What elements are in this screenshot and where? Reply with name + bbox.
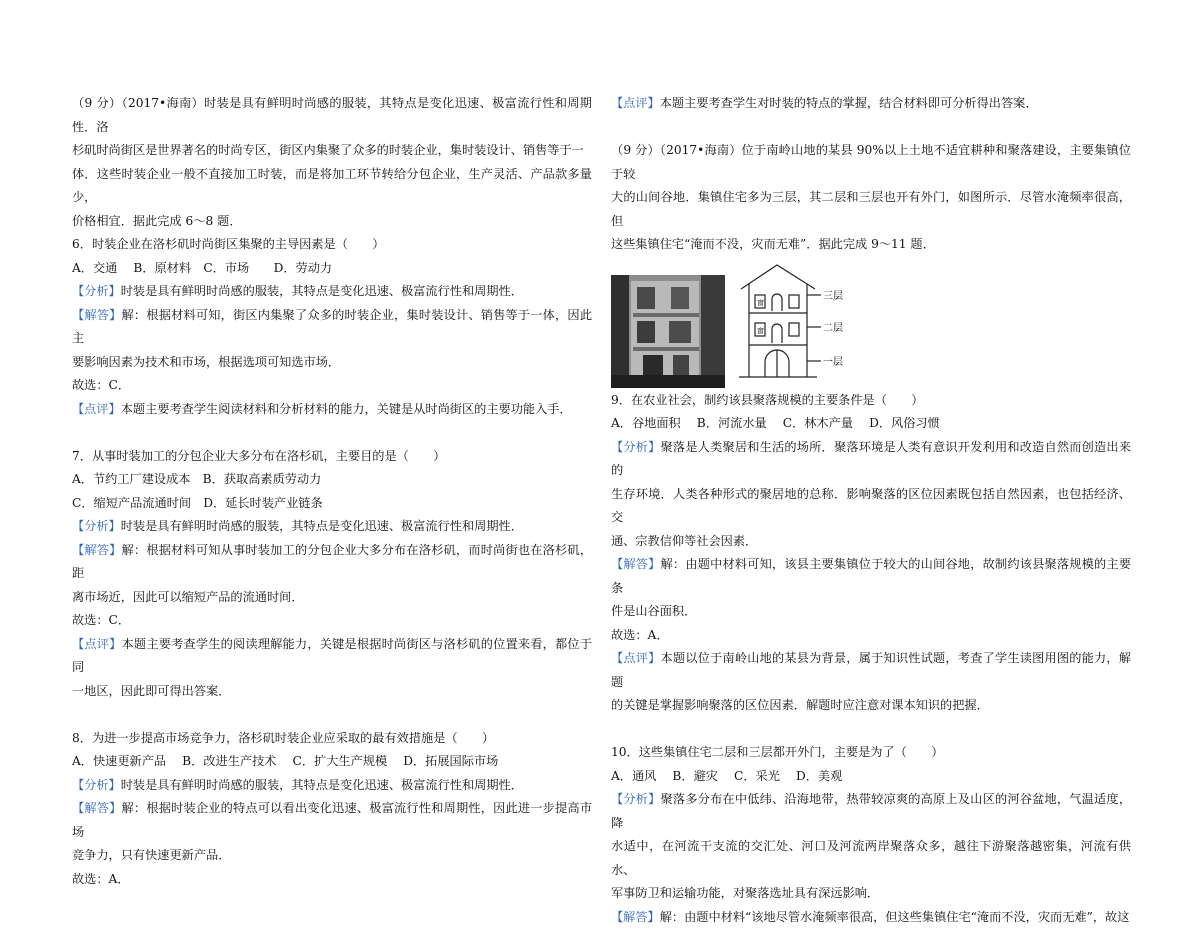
question-8-stem: 8．为进一步提高市场竞争力，洛杉矶时装企业应采取的最有效措施是（ ） [72,727,592,751]
question-6-options: A．交通 B．原材料 C．市场 D．劳动力 [72,257,592,281]
passage-intro-line: 体．这些时装企业一般不直接加工时装，而是将加工环节转给分包企业，生产灵活、产品款多量少， [72,163,592,210]
solution-text: 解：根据时装企业的特点可以看出变化迅速、极富流行性和周期性，因此进一步提高市场 [72,801,592,839]
analysis-text: 时装是具有鲜明时尚感的服装，其特点是变化迅速、极富流行性和周期性． [121,284,523,298]
question-7-answer: 故选：C． [72,609,592,633]
comment-text: 的关键是掌握影响聚落的区位因素．解题时应注意对课本知识的把握． [611,694,1131,718]
solution-tag: 【解答】 [72,543,122,557]
comment-text: 本题主要考查学生阅读材料和分析材料的能力，关键是从时尚街区的主要功能入手． [121,402,572,416]
question-10-solution [611,906,1131,929]
question-10-stem: 10．这些集镇住宅二层和三层都开外门，主要是为了（ ） [611,741,1131,765]
question-7-stem: 7．从事时装加工的分包企业大多分布在洛杉矶，主要目的是（ ） [72,445,592,469]
question-9-options: A．谷地面积 B．河流水量 C．林木产量 D．风俗习惯 [611,412,1131,436]
solution-text: 件是山谷面积． [611,600,1131,624]
question-9-comment [611,647,1131,694]
analysis-text: 通、宗教信仰等社会因素． [611,530,1131,554]
floor-2-label: 二层 [823,322,843,334]
question-6-stem: 6．时装企业在洛杉矶时尚街区集聚的主导因素是（ ） [72,233,592,257]
solution-text: 离市场近，因此可以缩短产品的流通时间． [72,586,592,610]
floor-3-label: 三层 [823,290,843,302]
question-8-analysis [72,774,592,798]
comment-tag: 【点评】 [611,96,660,110]
house-photo [611,275,725,388]
passage-intro-line: 这些集镇住宅“淹而不没，灾而无难”．据此完成 9～11 题． [611,233,1131,257]
window-label: 窗 [757,326,764,335]
solution-tag: 【解答】 [611,557,661,571]
analysis-tag: 【分析】 [72,284,121,298]
question-6-solution [72,304,592,351]
solution-tag: 【解答】 [611,910,660,924]
left-column [72,92,592,891]
question-7-options: A．节约工厂建设成本 B．获取高素质劳动力 [72,468,592,492]
comment-text: 一地区，因此即可得出答案． [72,680,592,704]
question-8-options: A．快速更新产品 B．改进生产技术 C．扩大生产规模 D．拓展国际市场 [72,750,592,774]
question-8-comment [611,92,1131,116]
question-7-comment [72,633,592,680]
passage-intro-line: 大的山间谷地．集镇住宅多为三层，其二层和三层也开有外门，如图所示．尽管水淹频率很高，但 [611,186,1131,233]
question-7-options: C．缩短产品流通时间 D．延长时装产业链条 [72,492,592,516]
analysis-text: 水适中，在河流干支流的交汇处、河口及河流两岸聚落众多，越往下游聚落越密集，河流有供水、 [611,835,1131,882]
question-7-solution [72,539,592,586]
question-9-stem: 9．在农业社会，制约该县聚落规模的主要条件是（ ） [611,389,1131,413]
passage-intro-line: 杉矶时尚街区是世界著名的时尚专区，街区内集聚了众多的时装企业，集时装设计、销售等于一 [72,139,592,163]
question-7-analysis [72,515,592,539]
solution-text: 解：根据材料可知，街区内集聚了众多的时装企业，集时装设计、销售等于一体，因此主 [72,308,592,346]
window-label: 窗 [757,298,764,307]
solution-tag: 【解答】 [72,308,122,322]
comment-text: 本题主要考查学生对时装的特点的掌握，结合材料即可分析得出答案． [660,96,1038,110]
solution-text: 解：根据材料可知从事时装加工的分包企业大多分布在洛杉矶，而时尚街也在洛杉矶，距 [72,543,592,581]
analysis-tag: 【分析】 [72,778,121,792]
comment-text: 本题以位于南岭山地的某县为背景，属于知识性试题，考查了学生读图用图的能力，解题 [611,651,1131,689]
question-6-analysis [72,280,592,304]
right-column [611,92,1131,929]
analysis-text: 时装是具有鲜明时尚感的服装，其特点是变化迅速、极富流行性和周期性． [121,778,523,792]
house-figure [611,261,1131,389]
solution-text: 解：由题中材料可知，该县主要集镇位于较大的山间谷地，故制约该县聚落规模的主要条 [611,557,1131,595]
question-10-analysis [611,788,1131,835]
passage-intro-line: （9 分）（2017•海南）时装是具有鲜明时尚感的服装，其特点是变化迅速、极富流行性和周期性．洛 [72,92,592,139]
solution-text: 竞争力，只有快速更新产品． [72,844,592,868]
question-8-solution [72,797,592,844]
question-9-solution [611,553,1131,600]
analysis-text: 军事防卫和运输功能，对聚落选址具有深远影响． [611,882,1131,906]
comment-tag: 【点评】 [611,651,661,665]
question-10-options: A．通风 B．避灾 C．采光 D．美观 [611,765,1131,789]
question-6-answer: 故选：C． [72,374,592,398]
analysis-tag: 【分析】 [611,792,661,806]
passage-intro-line: 价格相宜．据此完成 6～8 题． [72,210,592,234]
analysis-text: 时装是具有鲜明时尚感的服装，其特点是变化迅速、极富流行性和周期性． [121,519,523,533]
question-9-answer: 故选：A． [611,624,1131,648]
analysis-tag: 【分析】 [611,440,661,454]
analysis-text: 聚落是人类聚居和生活的场所．聚落环境是人类有意识开发利用和改造自然而创造出来的 [611,440,1131,478]
analysis-text: 聚落多分布在中低纬、沿海地带，热带较凉爽的高原上及山区的河谷盆地，气温适度，降 [611,792,1131,830]
house-diagram [729,261,869,385]
passage-intro-line: （9 分）（2017•海南）位于南岭山地的某县 90%以上土地不适宜耕种和聚落建设，主要集镇位于较 [611,139,1131,186]
floor-1-label: 一层 [823,356,843,368]
comment-tag: 【点评】 [72,402,121,416]
question-6-comment [72,398,592,422]
question-8-answer: 故选：A． [72,868,592,892]
analysis-text: 生存环境．人类各种形式的聚居地的总称．影响聚落的区位因素既包括自然因素，也包括经济、交 [611,483,1131,530]
analysis-tag: 【分析】 [72,519,121,533]
solution-text: 解：由题中材料“该地尽管水淹频率很高，但这些集镇住宅“淹而不没，灾而无难”，故这 [660,910,1130,924]
solution-tag: 【解答】 [72,801,122,815]
comment-text: 本题主要考查学生的阅读理解能力，关键是根据时尚街区与洛杉矶的位置来看，都位于同 [72,637,592,675]
comment-tag: 【点评】 [72,637,122,651]
question-9-analysis [611,436,1131,483]
solution-text: 要影响因素为技术和市场，根据选项可知选市场． [72,351,592,375]
